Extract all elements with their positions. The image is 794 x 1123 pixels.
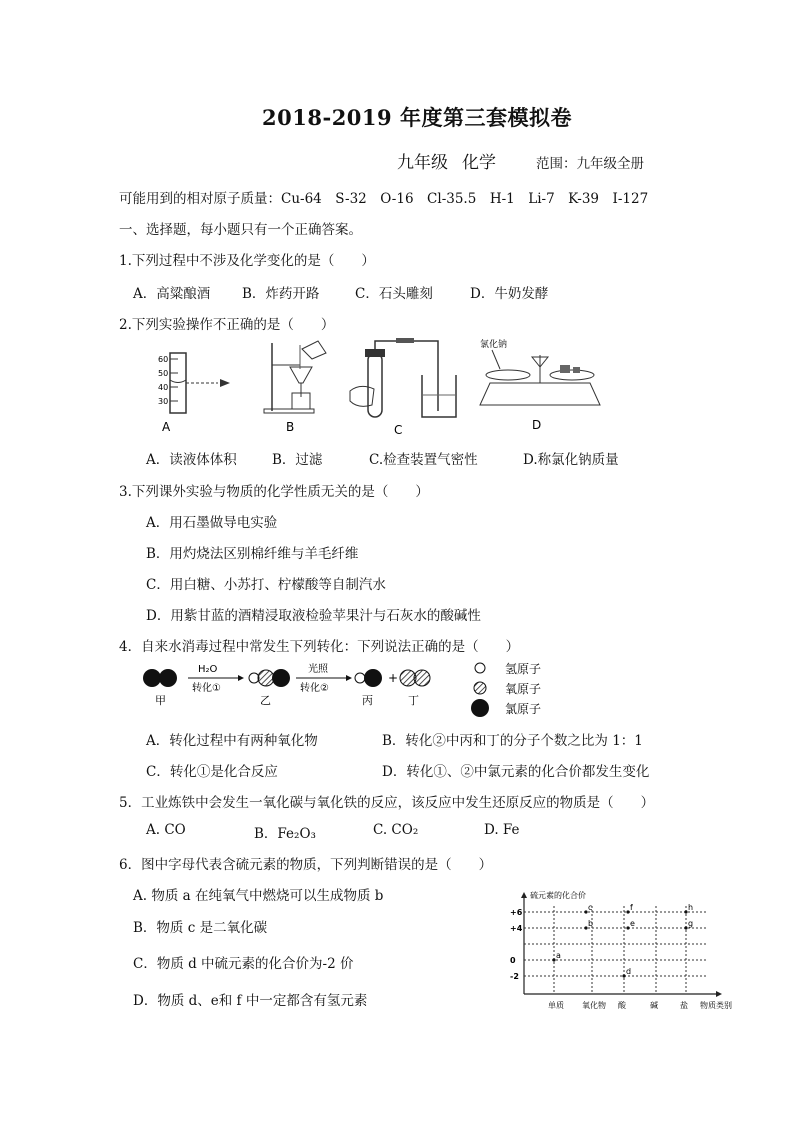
q5-option-a: A. CO: [146, 822, 186, 838]
chart-y-arrow: [521, 892, 527, 898]
chart-x-arrow: [716, 991, 722, 997]
molecule-name-bing: 丙: [362, 694, 373, 707]
molecule-conversion-figure: [140, 658, 560, 720]
q3-option-c: C．用白糖、小苏打、柠檬酸等自制汽水: [146, 577, 386, 593]
chlorine-legend-icon: [471, 699, 489, 717]
figure-label-a: A: [162, 420, 171, 434]
q2-stem: 2.下列实验操作不正确的是（ ）: [119, 317, 335, 333]
chlorine-atom: [364, 669, 382, 687]
hydrogen-atom: [355, 673, 365, 683]
lab-operations-figure: [140, 335, 620, 440]
chart-point-label-b: b: [588, 919, 594, 928]
legend-oxygen: 氧原子: [505, 682, 542, 696]
subject-label: 化学: [462, 153, 496, 173]
chart-x-axis-label: 物质类别: [700, 1001, 732, 1010]
q2-option-d: D.称氯化钠质量: [523, 452, 619, 468]
chart-point-label-f: f: [630, 903, 633, 912]
q5-option-b: B．Fe₂O₃: [254, 826, 316, 842]
chart-category-label: 碱: [650, 1001, 658, 1010]
chart-y-tick-label: +4: [510, 924, 523, 933]
q5-stem: 5．工业炼铁中会发生一氧化碳与氧化铁的反应，该反应中发生还原反应的物质是（ ）: [119, 795, 655, 811]
q6-option-d: D．物质 d、e和 f 中一定都含有氢元素: [133, 993, 368, 1009]
atomic-mass-line: 可能用到的相对原子质量：Cu-64 S-32 O-16 Cl-35.5 H-1 Li-7 K-39 I-127: [119, 191, 649, 207]
oxygen-atom: [258, 670, 274, 686]
legend-chlorine: 氯原子: [505, 702, 542, 716]
arrow-icon: [346, 675, 352, 681]
q6-option-c: C．物质 d 中硫元素的化合价为-2 价: [133, 956, 354, 972]
chart-point-label-e: e: [630, 919, 635, 928]
tick-60: 60: [158, 355, 169, 364]
chart-point-label-h: h: [688, 903, 694, 912]
grade-label: 九年级: [397, 153, 448, 173]
sulfur-valence-chart: [508, 886, 758, 1016]
chart-point-label-g: g: [688, 919, 694, 928]
q6-option-b: B．物质 c 是二氧化碳: [133, 920, 268, 936]
plus-sign: +: [388, 671, 399, 685]
chart-category-label: 氧化物: [582, 1001, 606, 1010]
oxygen-atom: [414, 670, 430, 686]
chart-category-label: 单质: [548, 1001, 564, 1010]
chart-y-tick-label: +6: [510, 908, 523, 917]
chlorine-atom: [159, 669, 177, 687]
q1-option-d: D．牛奶发酵: [470, 286, 549, 302]
figure-label-c: C: [394, 423, 403, 437]
arrow2-top-label: 光照: [308, 664, 328, 675]
chart-y-tick-label: 0: [510, 956, 516, 965]
page-title: 2018-2019 年度第三套模拟卷: [262, 105, 572, 130]
arrow-icon: [238, 675, 244, 681]
chlorine-atom: [143, 669, 161, 687]
q1-option-c: C．石头雕刻: [355, 286, 433, 302]
molecule-name-jia: 甲: [155, 694, 166, 707]
chlorine-atom: [272, 669, 290, 687]
q3-stem: 3.下列课外实验与物质的化学性质无关的是（ ）: [119, 484, 429, 500]
q6-stem: 6．图中字母代表含硫元素的物质，下列判断错误的是（ ）: [119, 857, 493, 873]
arrow1-top-label: H₂O: [198, 664, 218, 675]
molecule-name-ding: 丁: [408, 694, 419, 707]
filtration-figure: [264, 341, 326, 434]
q1-option-b: B．炸药开路: [242, 286, 320, 302]
arrow2-bottom-label: 转化②: [300, 683, 329, 694]
figure-label-d: D: [532, 418, 542, 432]
hydrogen-legend-icon: [475, 663, 485, 673]
molecule-name-yi: 乙: [260, 694, 271, 707]
chart-category-label: 酸: [618, 1001, 626, 1010]
eye-icon: [220, 379, 230, 387]
chart-point-label-a: a: [556, 951, 561, 960]
scope-label: 范围：九年级全册: [536, 156, 644, 172]
q4-option-a: A．转化过程中有两种氧化物: [146, 733, 318, 749]
chart-y-axis-label: 硫元素的化合价: [530, 891, 586, 900]
oxygen-legend-icon: [474, 682, 486, 694]
q3-option-b: B．用灼烧法区别棉纤维与羊毛纤维: [146, 546, 359, 562]
q4-option-d: D．转化①、②中氯元素的化合价都发生变化: [382, 764, 650, 780]
q4-stem: 4．自来水消毒过程中常发生下列转化：下列说法正确的是（ ）: [119, 639, 520, 655]
tick-50: 50: [158, 369, 169, 378]
balance-figure: [480, 338, 600, 432]
tick-30: 30: [158, 397, 169, 406]
q1-option-a: A．高粱酿酒: [133, 286, 211, 302]
q3-option-a: A．用石墨做导电实验: [146, 515, 278, 531]
q1-stem: 1.下列过程中不涉及化学变化的是（ ）: [119, 253, 375, 269]
section-heading: 一、选择题，每小题只有一个正确答案。: [119, 222, 362, 238]
q3-option-d: D．用紫甘蓝的酒精浸取液检验苹果汁与石灰水的酸碱性: [146, 608, 481, 624]
q6-option-a: A. 物质 a 在纯氧气中燃烧可以生成物质 b: [133, 888, 384, 904]
q4-option-c: C．转化①是化合反应: [146, 764, 278, 780]
q2-option-b: B．过滤: [272, 452, 323, 468]
q2-option-c: C.检查装置气密性: [369, 452, 478, 468]
airtight-check-figure: [350, 338, 456, 437]
legend-hydrogen: 氢原子: [505, 662, 542, 676]
graduated-cylinder-figure: [158, 353, 230, 434]
q4-option-b: B．转化②中丙和丁的分子个数之比为 1：1: [382, 733, 643, 749]
chart-y-tick-label: -2: [510, 972, 519, 981]
q5-option-d: D. Fe: [484, 822, 520, 838]
q5-option-c: C. CO₂: [373, 822, 419, 838]
figure-label-b: B: [286, 420, 295, 434]
tick-40: 40: [158, 383, 169, 392]
sodium-chloride-label: 氯化钠: [480, 340, 508, 350]
chart-point-label-c: c: [588, 903, 593, 912]
q2-option-a: A．读液体体积: [146, 452, 237, 468]
chart-category-label: 盐: [680, 1001, 688, 1010]
chart-point-label-d: d: [626, 967, 632, 976]
arrow1-bottom-label: 转化①: [192, 683, 221, 694]
